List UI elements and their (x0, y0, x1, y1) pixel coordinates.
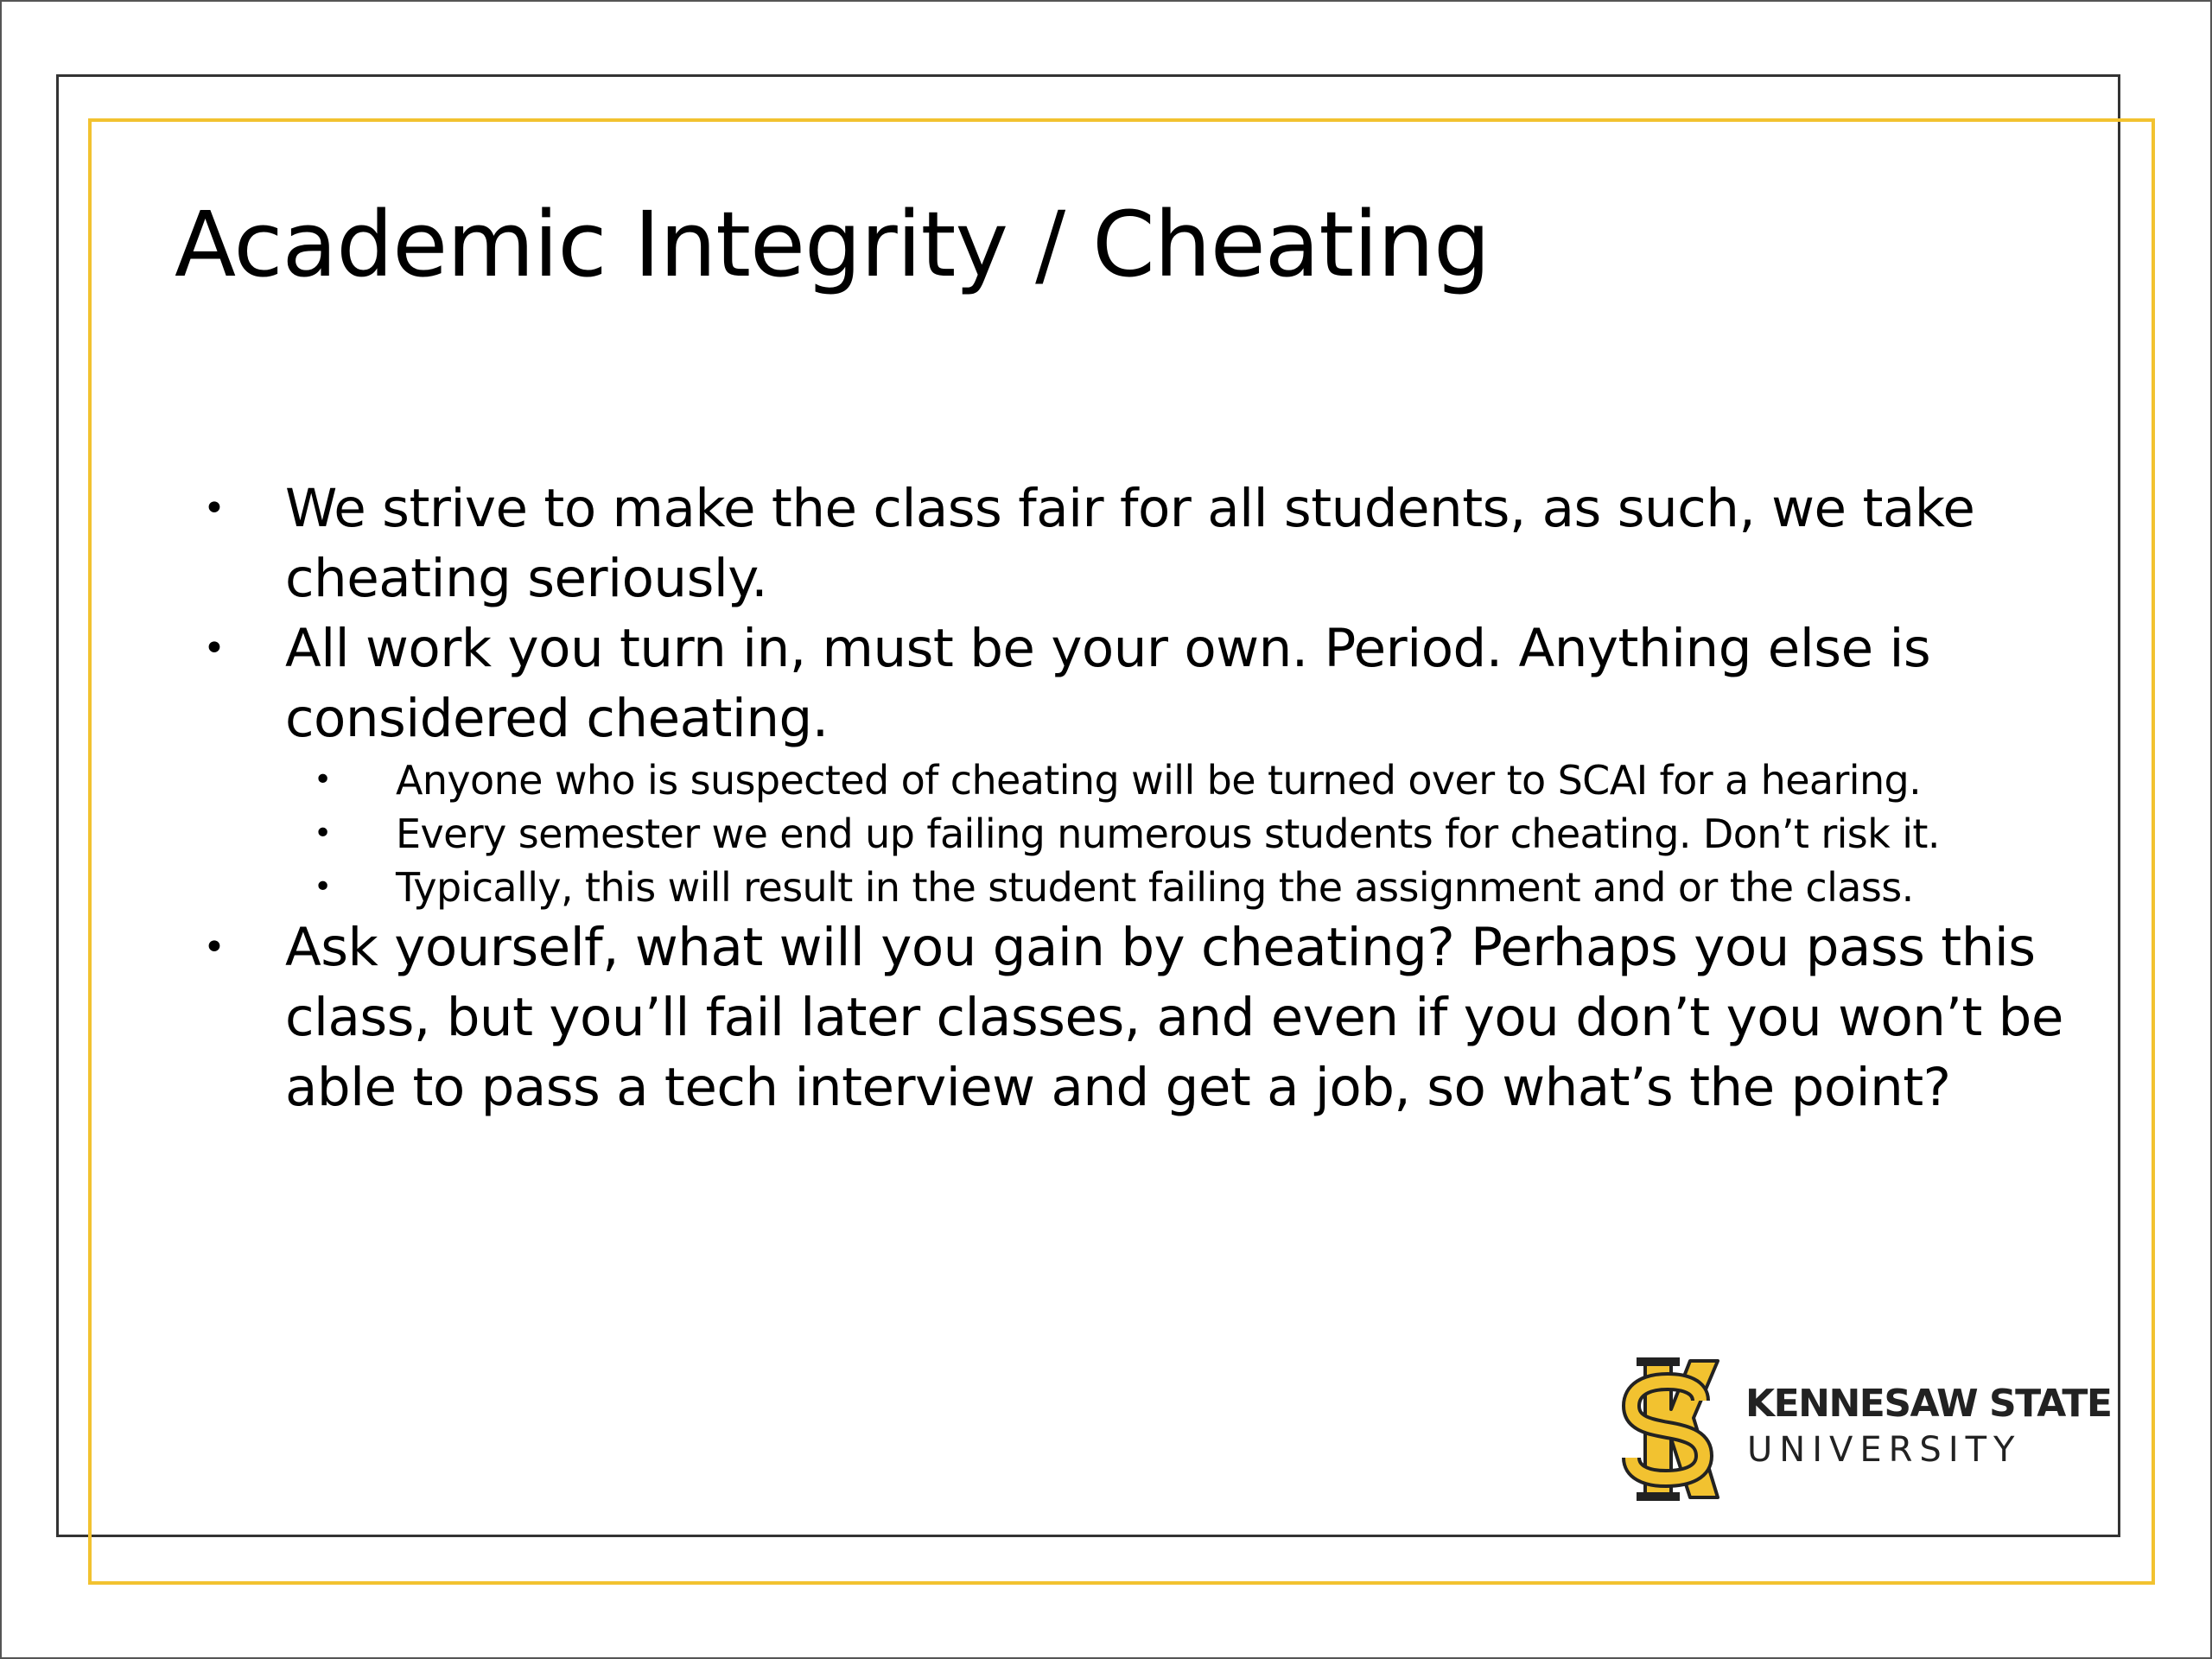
bullet-dot: • (203, 626, 226, 671)
bullet-text: We strive to make the class fair for all students, as such, we take cheating seriously. (285, 478, 1975, 609)
bullet-dot: • (203, 486, 226, 531)
ks-monogram-icon (1611, 1356, 1723, 1503)
bullet-dot: • (314, 816, 332, 851)
sub-bullet-text: Anyone who is suspected of cheating will be turned over to SCAI for a hearing. (396, 757, 1922, 804)
sub-bullet-text: Every semester we end up failing numerous students for cheating. Don’t risk it. (396, 810, 1940, 857)
bullet-text: Ask yourself, what will you gain by cheating? Perhaps you pass this class, but you’ll fail later classes, and even if you don’t you won’t be able to pass a tech interview and get a job, so what’s the point? (285, 917, 2063, 1118)
bullet-dot: • (314, 869, 332, 905)
slide-title: Academic Integrity / Cheating (175, 192, 1491, 297)
sub-bullet-item (314, 807, 2089, 861)
sub-bullet-item (314, 861, 2089, 914)
kennesaw-state-logo (1607, 1352, 2112, 1508)
bullet-text: All work you turn in, must be your own. Period. Anything else is considered cheating. (285, 618, 1931, 749)
bullet-dot: • (314, 762, 332, 798)
bullet-item (203, 912, 2065, 1122)
bullet-item (203, 613, 2065, 753)
bullet-dot: • (203, 925, 226, 969)
logo-wordmark-line2: UNIVERSITY (1747, 1430, 2022, 1470)
sub-bullet-item (314, 753, 2089, 807)
bullet-item (203, 474, 2065, 613)
sub-bullet-text: Typically, this will result in the student failing the assignment and or the class. (396, 864, 1914, 911)
logo-wordmark-line1: KENNESAW STATE (1745, 1382, 2112, 1426)
